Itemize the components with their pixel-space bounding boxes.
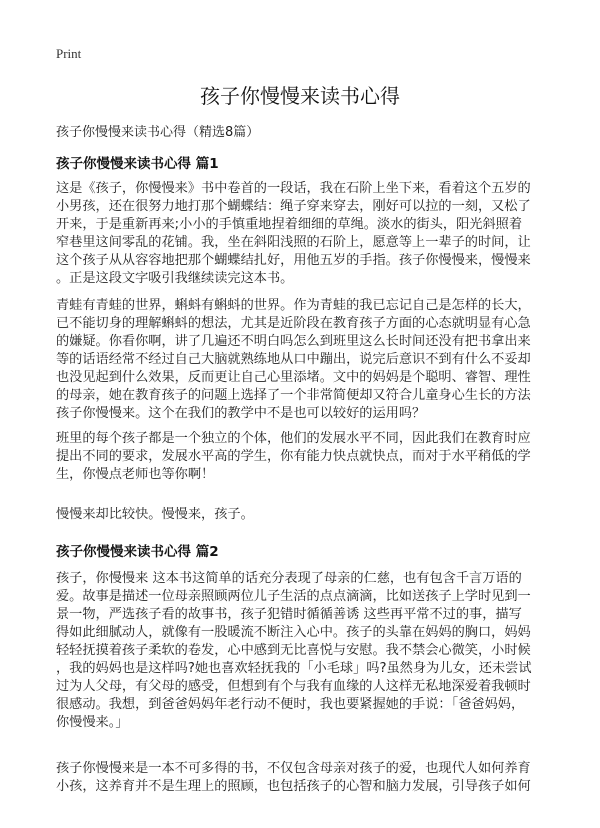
print-link[interactable]: Print xyxy=(56,46,82,61)
text-line: 这个孩子从从容容地把那个蝴蝶结扎好，用他五岁的手指。孩子你慢慢来，慢慢来 xyxy=(56,253,531,268)
text-line: 轻轻抚摸着孩子柔软的卷发，心中感到无比喜悦与安慰。我不禁会心微笑，小时候 xyxy=(56,643,531,658)
text-line: 的嫌疑。你看你啊，讲了几遍还不明白吗怎么到班里这么长时间还没有把书拿出来 xyxy=(56,334,531,349)
text-line: 的母亲，她在教育孩子的问题上选择了一个非常简便却又符合儿童身心生长的方法 xyxy=(56,388,531,403)
paragraph-1-3 xyxy=(56,430,556,484)
text-line: 青蛙有青蛙的世界，蝌蚪有蝌蚪的世界。作为青蛙的我已忘记自己是怎样的长大， xyxy=(56,298,531,313)
paragraph-2-2 xyxy=(56,760,556,796)
text-line: 。正是这段文字吸引我继续读完这本书。 xyxy=(56,271,294,286)
text-line: 过为人父母，有父母的感受，但想到有个与我有血缘的人这样无私地深爱着我顿时 xyxy=(56,679,531,694)
text-line: 也没见起到什么效果，反而更让自己心里添堵。文中的妈妈是个聪明、睿智、理性 xyxy=(56,370,531,385)
text-line: 孩子你慢慢来是一本不可多得的书，不仅包含母亲对孩子的爱，也现代人如何养育 xyxy=(56,761,531,776)
section-heading-1: 孩子你慢慢来读书心得 篇1 xyxy=(56,156,219,172)
text-line: 窄巷里这间零乱的花铺。我，坐在斜阳浅照的石阶上，愿意等上一辈子的时间，让 xyxy=(56,235,531,250)
text-line: 你慢慢来。」 xyxy=(56,715,129,730)
text-line: 很感动。我想，到爸爸妈妈年老行动不便时，我也要紧握她的手说：「爸爸妈妈， xyxy=(56,697,525,712)
text-line: 慢慢来却比较快。慢慢来，孩子。 xyxy=(56,507,254,522)
text-line: 班里的每个孩子都是一个独立的个体，他们的发展水平不同，因此我们在教育时应 xyxy=(56,431,531,446)
paragraph-2-1 xyxy=(56,570,556,732)
text-line: 景一物，严选孩子看的故事书，孩子犯错时循循善诱 这些再平常不过的事，描写 xyxy=(56,607,522,622)
page-title: 孩子你慢慢来读书心得 xyxy=(200,84,400,108)
text-line: 开来，于是重新再来;小小的手慎重地捏着细细的草绳。淡水的街头，阳光斜照着 xyxy=(56,217,523,232)
text-line: 爱。故事是描述一位母亲照顾两位儿子生活的点点滴滴，比如送孩子上学时见到一 xyxy=(56,589,531,604)
text-line: 孩子你慢慢来。这个在我们的教学中不是也可以较好的运用吗？ xyxy=(56,406,426,421)
text-line: 提出不同的要求，发展水平高的学生，你有能力快点就快点，而对于水平稍低的学 xyxy=(56,449,531,464)
text-line: 小孩，这养育并不是生理上的照顾，也包括孩子的心智和脑力发展，引导孩子如何 xyxy=(56,779,531,794)
text-line: ，我的妈妈也是这样吗?她也喜欢轻抚我的「小毛球」吗?虽然身为儿女，还未尝试 xyxy=(56,661,532,676)
paragraph-1-1 xyxy=(56,180,556,288)
text-line: 已不能切身的理解蝌蚪的想法，尤其是近阶段在教育孩子方面的心态就明显有心急 xyxy=(56,316,531,331)
text-line: 小男孩，还在很努力地打那个蝴蝶结：绳子穿来穿去，刚好可以拉的一刻，又松了 xyxy=(56,199,531,214)
text-line: 得如此细腻动人，就像有一股暖流不断注入心中。孩子的头靠在妈妈的胸口，妈妈 xyxy=(56,625,531,640)
paragraph-1-4 xyxy=(56,506,556,524)
document-subtitle: 孩子你慢慢来读书心得（精选8篇） xyxy=(56,125,260,140)
text-line: 生，你慢点老师也等你啊！ xyxy=(56,467,215,482)
section-heading-2: 孩子你慢慢来读书心得 篇2 xyxy=(56,544,219,560)
text-line: 等的话语经常不经过自己大脑就熟练地从口中蹦出，说完后意识不到有什么不妥却 xyxy=(56,352,531,367)
text-line: 这是《孩子，你慢慢来》书中卷首的一段话，我在石阶上坐下来，看着这个五岁的 xyxy=(56,181,531,196)
paragraph-1-2 xyxy=(56,297,556,423)
text-line: 孩子，你慢慢来 这本书这简单的话充分表现了母亲的仁慈，也有包含千言万语的 xyxy=(56,571,522,586)
